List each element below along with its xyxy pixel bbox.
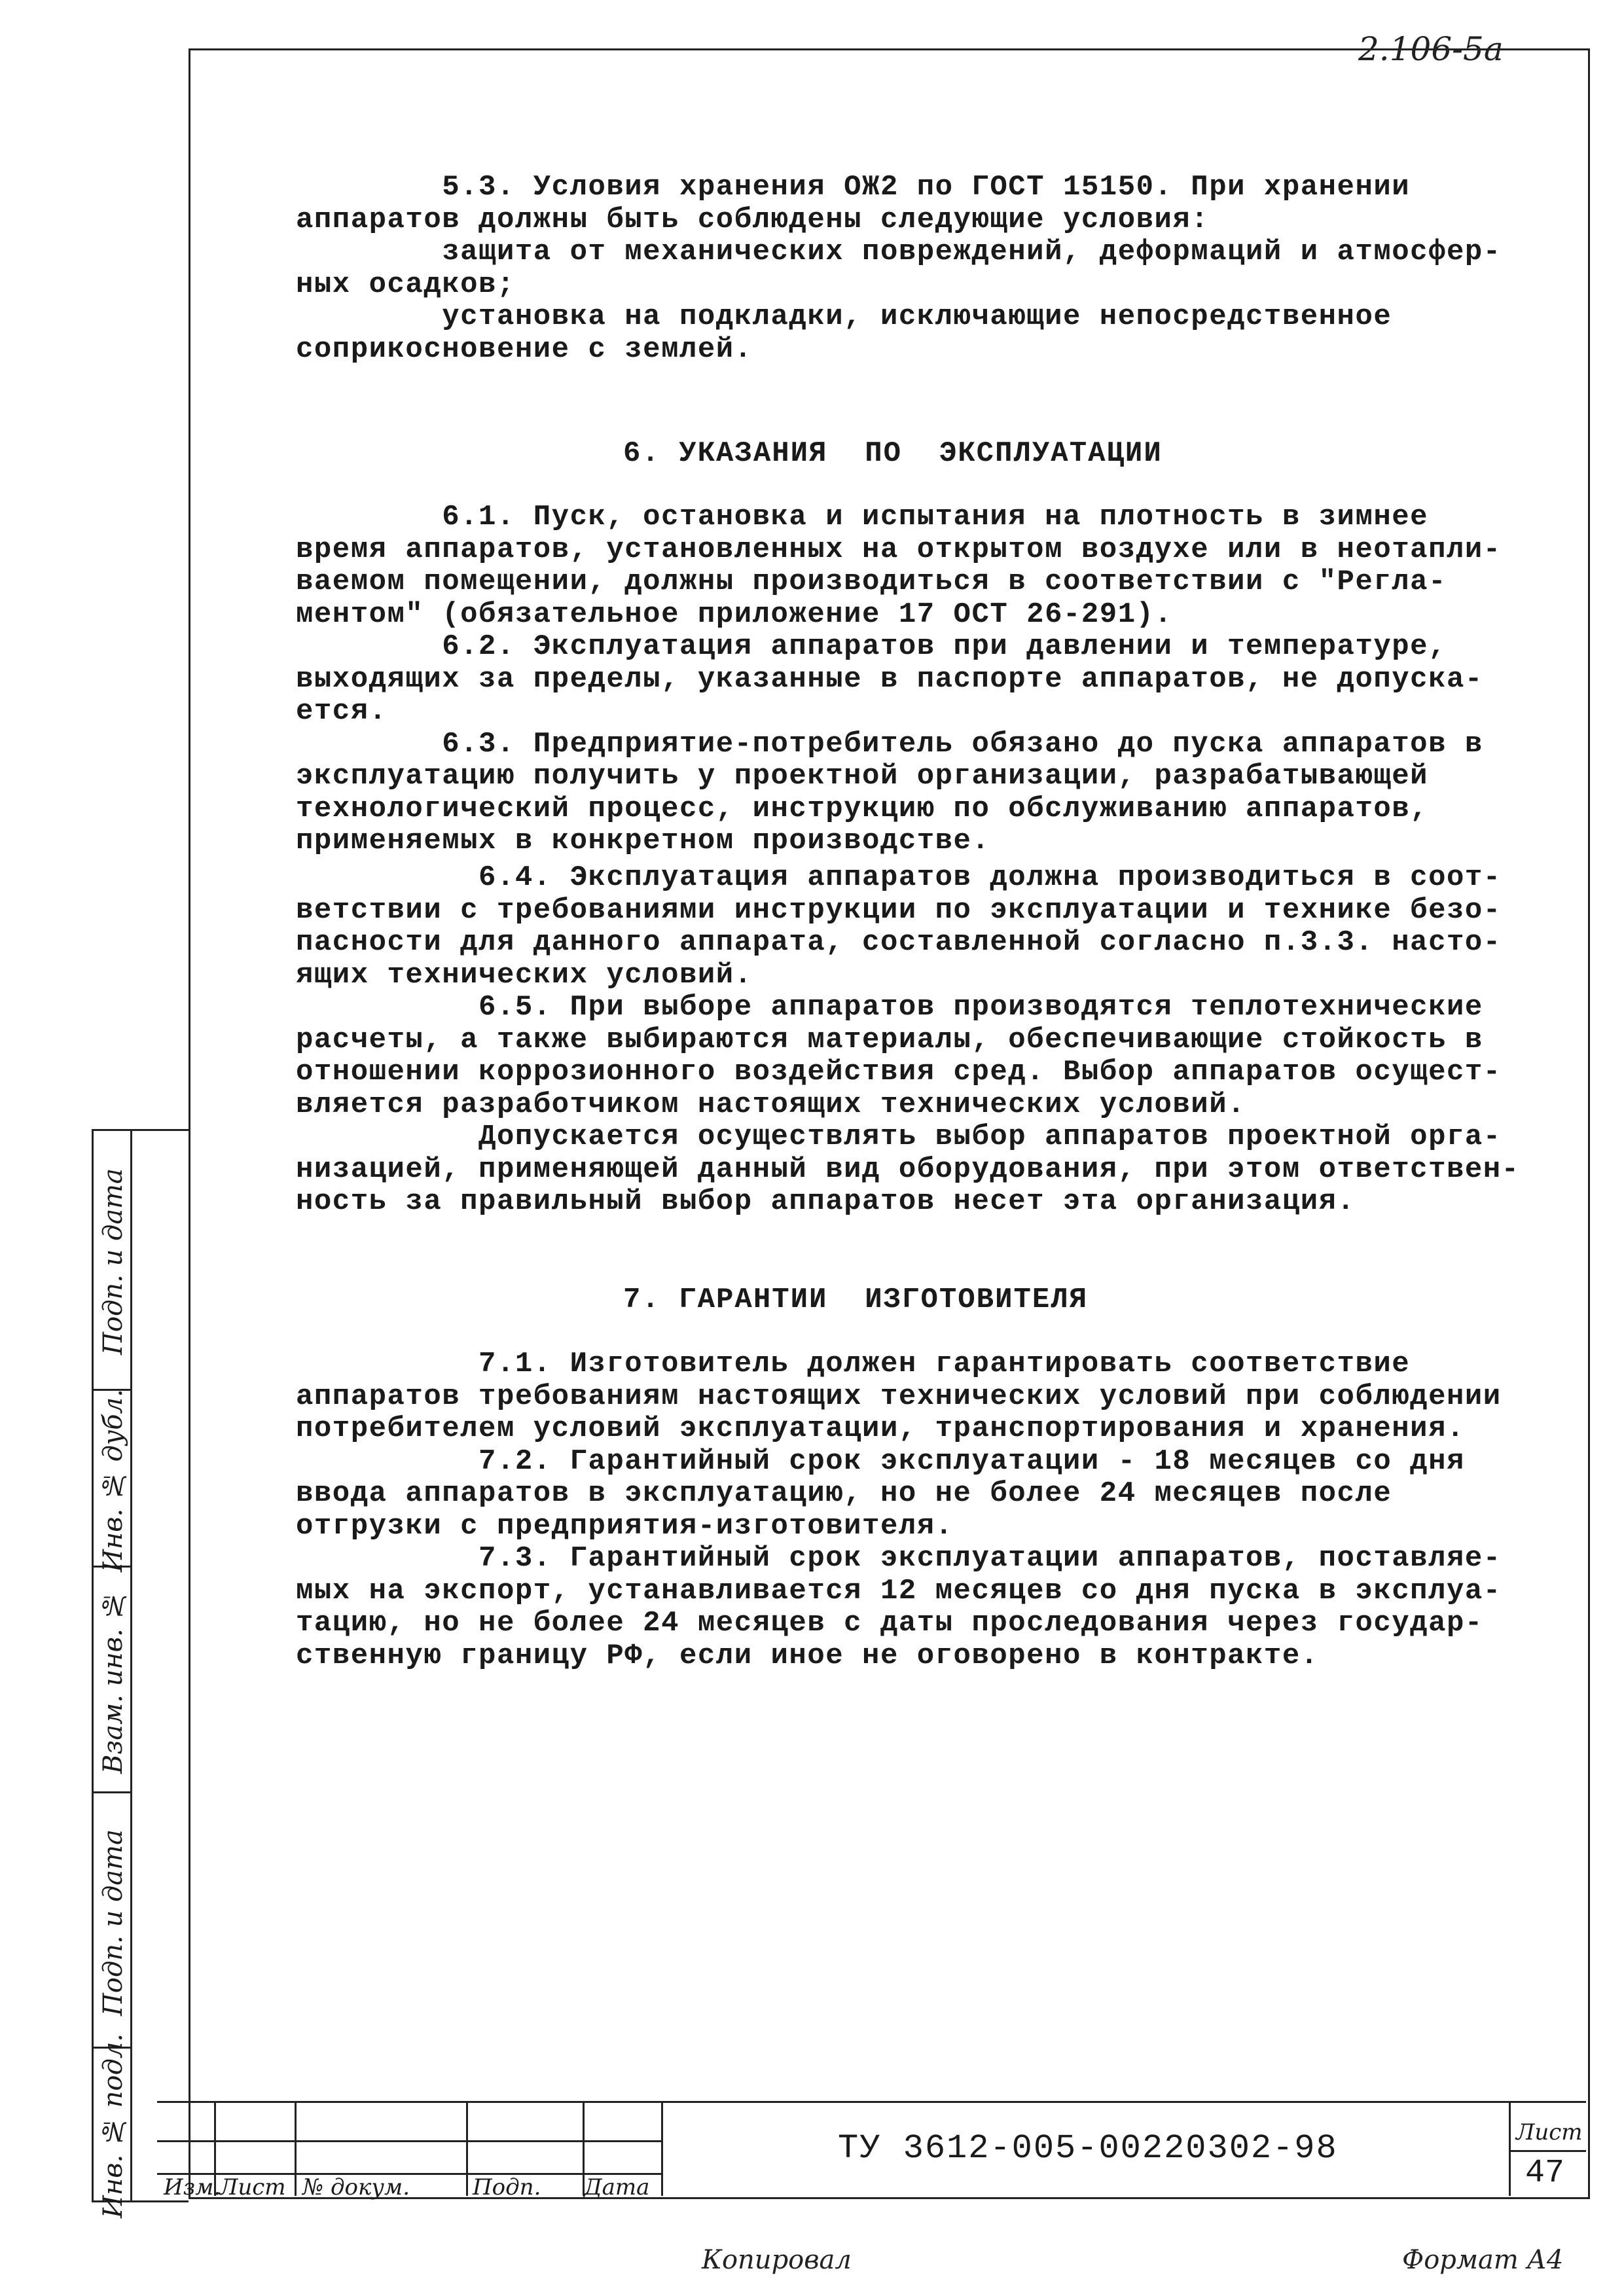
heading-section-6: 6. УКАЗАНИЯ ПО ЭКСПЛУАТАЦИИ — [623, 437, 1163, 470]
title-block-col-5 — [661, 2101, 663, 2196]
title-block-col-3 — [466, 2101, 468, 2196]
caption-list: Лист — [219, 2174, 286, 2200]
caption-izm: Изм. — [164, 2174, 221, 2200]
format-label: Формат А4 — [1402, 2245, 1564, 2275]
title-block-top-line — [157, 2101, 1586, 2103]
side-label-inv-podl: Инв. № подл. — [98, 2033, 128, 2218]
heading-section-7: 7. ГАРАНТИИ ИЗГОТОВИТЕЛЯ — [623, 1283, 1089, 1316]
sheet-number: 47 — [1525, 2155, 1565, 2192]
caption-n-dokum: № докум. — [302, 2174, 410, 2200]
paragraphs-7-1-to-7-3: 7.1. Изготовитель должен гарантировать соответствие аппаратов требованиям настоящих технических условий при соблюдении потребителем условий эксплуатации, транспортирования и хранения. 7.2. Гарантийный срок эксплуатации - 18 месяцев со дня ввода аппаратов в эксплуатацию, но не более 24 месяцев после отгрузки с предприятия-изготовителя. 7.3. Гарантийный срок эксплуатации аппаратов, поставляе- мых на экспорт, устанавливается 12 месяцев со дня пуска в эксплуа- тацию, но не более 24 месяцев с даты проследования через государ- ственную границу РФ, если иное не оговорено в контракте. — [296, 1348, 1502, 1672]
copied-by-label: Копировал — [702, 2245, 852, 2275]
paragraphs-6-1-to-6-3: 6.1. Пуск, остановка и испытания на плотность в зимнее время аппаратов, установленных на открытом воздухе или в неотапли- ваемом помещении, должны производиться в соответствии с "Регла- ментом" (обязательное приложение 17 ОСТ 26-291). 6.2. Эксплуатация аппаратов при давлении и температуре, выходящих за пределы, указанные в паспорте аппаратов, не допуска- ется. 6.3. Предприятие-потребитель обязано до пуска аппаратов в эксплуатацию получить у проектной организации, разрабатывающей технологический процесс, инструкцию по обслуживанию аппаратов, применяемых в конкретном производстве. — [296, 501, 1502, 857]
side-label-podp-data-2: Подп. и дата — [98, 1829, 128, 2016]
document-number: ТУ 3612-005-00220302-98 — [838, 2129, 1338, 2168]
caption-data: Дата — [584, 2174, 650, 2200]
title-block-row-line-1 — [157, 2140, 661, 2142]
sheet-code: 2.106-5а — [1358, 30, 1504, 68]
side-label-vzam-inv: Взам. инв. № — [98, 1590, 128, 1774]
caption-podp: Подп. — [473, 2174, 541, 2200]
paragraphs-6-4-to-6-5: 6.4. Эксплуатация аппаратов должна производиться в соот- ветствии с требованиями инструкции по эксплуатации и технике безо- пасности для данного аппарата, составленной согласно п.3.3. насто- ящих технических условий. 6.5. При выборе аппаратов производятся теплотехнические расчеты, а также выбираются материалы, обеспечивающие стойкость в отношении коррозионного воздействия сред. Выбор аппаратов осущест- вляется разработчиком настоящих технических условий. Допускается осуществлять выбор аппаратов проектной орга- низацией, применяющей данный вид оборудования, при этом ответствен- ность за правильный выбор аппаратов несет эта организация. — [296, 861, 1520, 1218]
side-label-inv-dubl: Инв. № дубл. — [98, 1389, 128, 1573]
title-block-sheet-divider — [1509, 2150, 1586, 2152]
sheet-label: Лист — [1516, 2119, 1583, 2145]
side-stamp-inner-column — [132, 1129, 189, 2202]
paragraph-5-3: 5.3. Условия хранения ОЖ2 по ГОСТ 15150. При хранении аппаратов должны быть соблюдены следующие условия: защита от механических повреждений, деформаций и атмосфер- ных осадков; установка на подкладки, исключающие непосредственное соприкосновение с землей. — [296, 171, 1502, 366]
title-block-col-6 — [1509, 2101, 1511, 2196]
side-label-podp-data-1: Подп. и дата — [98, 1168, 128, 1355]
title-block-col-2 — [295, 2101, 297, 2196]
